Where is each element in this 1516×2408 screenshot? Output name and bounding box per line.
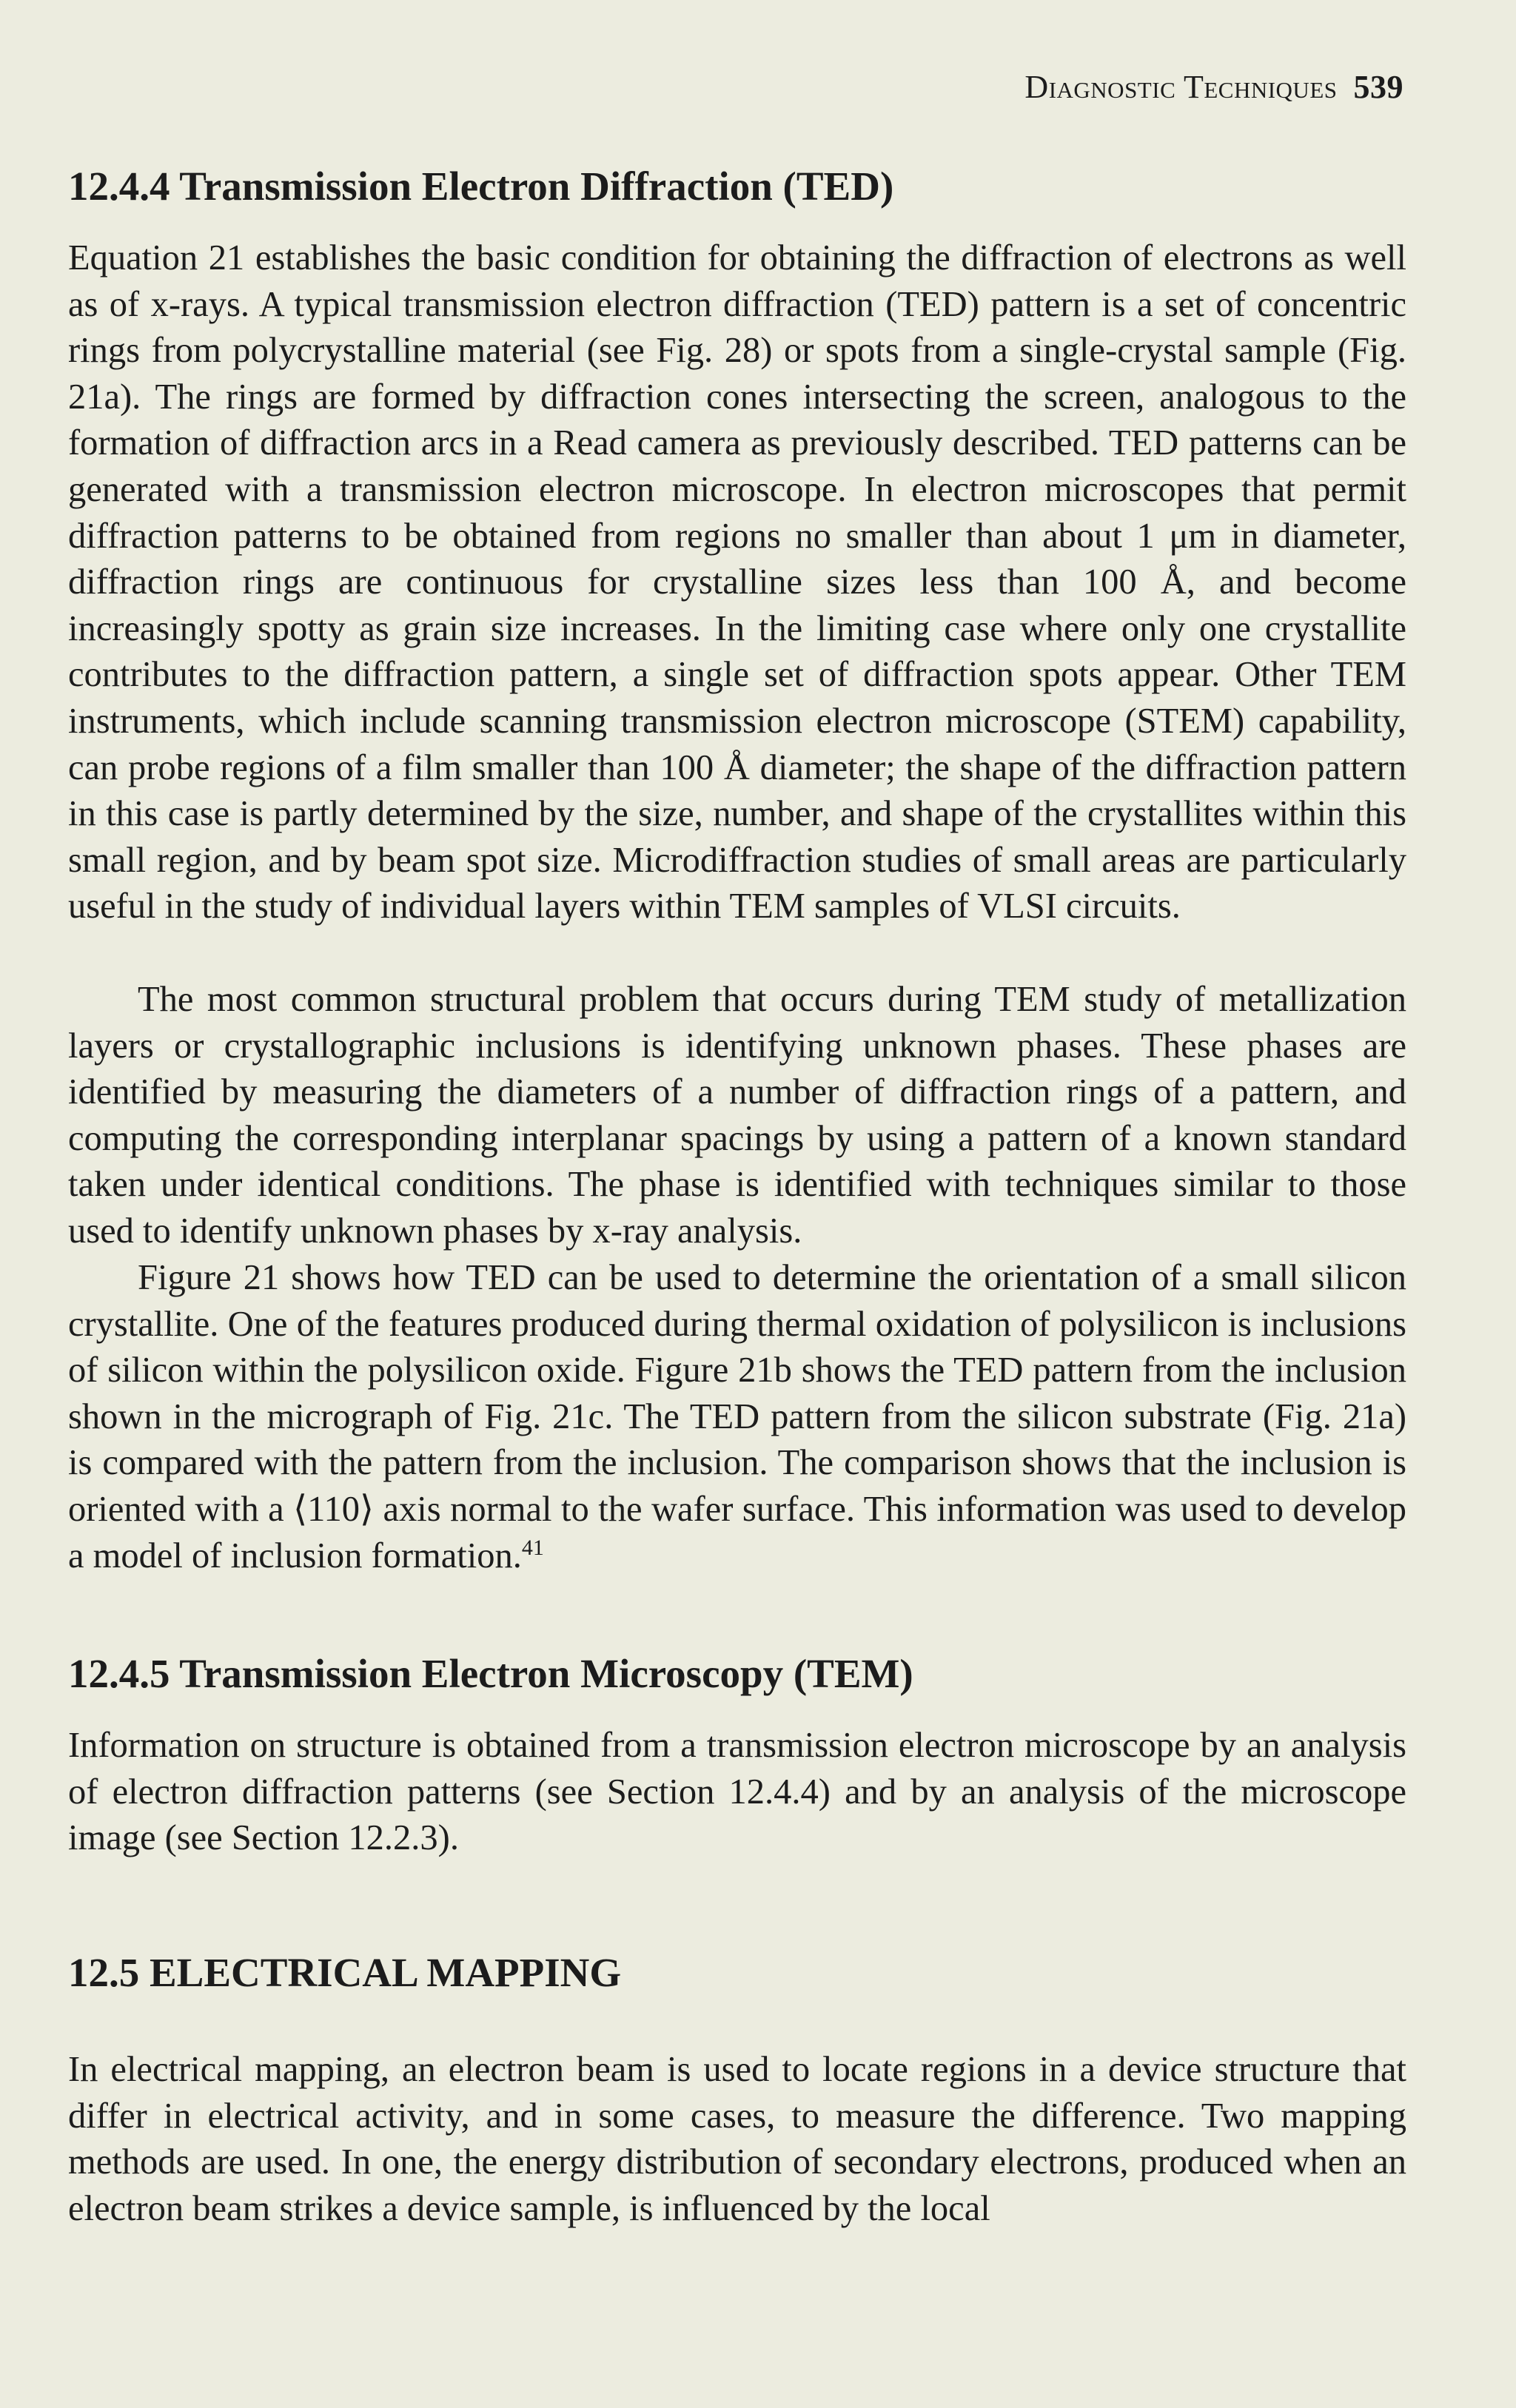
section-heading-tem: 12.4.5 Transmission Electron Microscopy (TEM) <box>68 1651 913 1696</box>
running-head <box>1024 68 1403 106</box>
paragraph-tem-1: Information on structure is obtained from a transmission electron microscope by an analysis of electron diffraction patterns (see Section 12.4.4) and by an analysis of the microscope image (see Section 12.2.3). <box>68 1726 1406 1858</box>
paragraph-ted-3 <box>68 1255 1406 1579</box>
running-head-title: Diagnostic Techniques <box>1024 69 1338 105</box>
section-heading-electrical-mapping: 12.5 ELECTRICAL MAPPING <box>68 1950 622 1995</box>
paragraph-ted-2: The most common structural problem that occurs during TEM study of metallization layers or crystallographic inclusions is identifying unknown phases. These phases are identified by measuring the diameters of a number of diffraction rings of a pattern, and computing the corresponding interplanar spacings by using a pattern of a known standard taken under identical conditions. The phase is identified with techniques similar to those used to identify unknown phases by x-ray analysis. <box>68 980 1406 1251</box>
paragraph-electrical-mapping-1: In electrical mapping, an electron beam is used to locate regions in a device structure that differ in electrical activity, and in some cases, to measure the difference. Two mapping methods are used. In one, the energy distribution of secondary electrons, produced when an electron beam strikes a device sample, is influenced by the local <box>68 2050 1406 2228</box>
section-heading-ted: 12.4.4 Transmission Electron Diffraction (TED) <box>68 164 894 209</box>
paragraph-ted-3-text: Figure 21 shows how TED can be used to determine the orientation of a small silicon crystallite. One of the features produced during thermal oxidation of polysilicon is inclusions of silicon within the polysilicon oxide. Figure 21b shows the TED pattern from the inclusion shown in the micrograph of Fig. 21c. The TED pattern from the silicon substrate (Fig. 21a) is compared with the pattern from the inclusion. The comparison shows that the inclusion is oriented with a ⟨110⟩ axis normal to the wafer surface. This information was used to develop a model of inclusion formation. <box>68 1258 1406 1575</box>
footnote-reference: 41 <box>521 1535 544 1560</box>
page-number: 539 <box>1353 69 1403 105</box>
paragraph-ted-1: Equation 21 establishes the basic condition for obtaining the diffraction of electrons as well as of x-rays. A typical transmission electron diffraction (TED) pattern is a set of concentric rings from polycrystalline material (see Fig. 28) or spots from a single-crystal sample (Fig. 21a). The rings are formed by diffraction cones intersecting the screen, analogous to the formation of diffraction arcs in a Read camera as previously described. TED patterns can be generated with a transmission electron microscope. In electron microscopes that permit diffraction patterns to be obtained from regions no smaller than about 1 μm in diameter, diffraction rings are continuous for crystalline sizes less than 100 Å, and become increasingly spotty as grain size increases. In the limiting case where only one crystallite contributes to the diffraction pattern, a single set of diffraction spots appear. Other TEM instruments, which include scanning transmission electron microscope (STEM) capability, can probe regions of a film smaller than 100 Å diameter; the shape of the diffraction pattern in this case is partly determined by the size, number, and shape of the crystallites within this small region, and by beam spot size. Microdiffraction studies of small areas are particularly useful in the study of individual layers within TEM samples of VLSI circuits. <box>68 238 1406 926</box>
